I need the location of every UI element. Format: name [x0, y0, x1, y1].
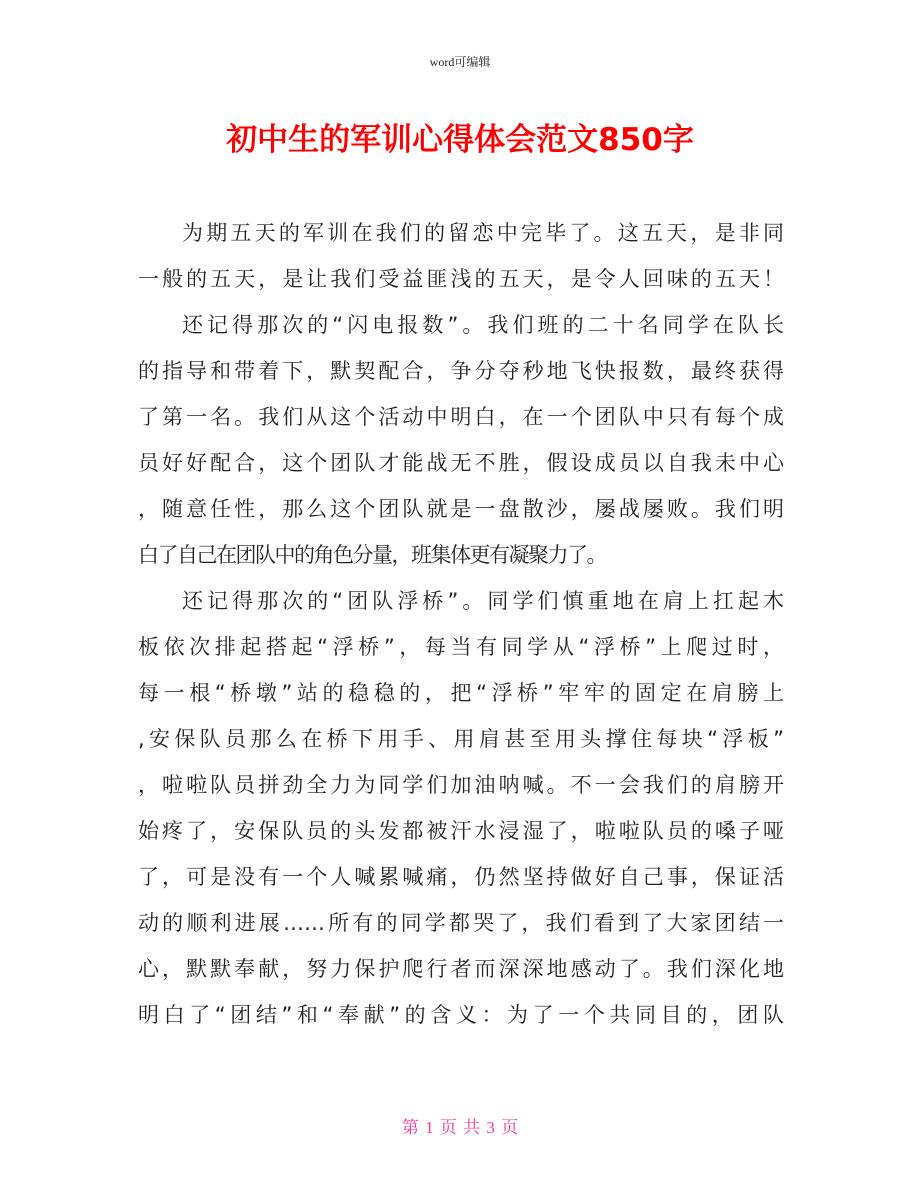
- paragraph-line: 了第一名。我们从这个活动中明白，在一个团队中只有每个成: [138, 405, 784, 429]
- page-header: word可编辑: [429, 55, 491, 69]
- paragraph-line: 员好好配合，这个团队才能战无不胜，假设成员以自我未中心: [138, 451, 784, 475]
- document-body: [138, 216, 784, 1044]
- paragraph-line: 白了自己在团队中的角色分量，班集体更有凝聚力了。: [138, 543, 606, 567]
- document-title: 初中生的军训心得体会范文850字: [226, 122, 694, 158]
- paragraph-line: 为期五天的军训在我们的留恋中完毕了。这五天，是非同: [182, 221, 784, 245]
- paragraph-line: 还记得那次的“团队浮桥”。同学们慎重地在肩上扛起木: [182, 589, 784, 613]
- paragraph-line: 动的顺利进展……所有的同学都哭了，我们看到了大家团结一: [138, 911, 784, 935]
- paragraph-line: ，啦啦队员拼劲全力为同学们加油呐喊。不一会我们的肩膀开: [138, 773, 784, 797]
- paragraph-line: 明白了“团结”和“奉献”的含义：为了一个共同目的，团队: [138, 1003, 784, 1027]
- paragraph-line: ，随意任性，那么这个团队就是一盘散沙，屡战屡败。我们明: [138, 497, 784, 521]
- paragraph-line: ,安保队员那么在桥下用手、用肩甚至用头撑住每块“浮板”: [138, 727, 784, 751]
- paragraph-line: 的指导和带着下，默契配合，争分夺秒地飞快报数，最终获得: [138, 359, 784, 383]
- page-number-footer: 第 1 页 共 3 页: [401, 1118, 519, 1137]
- paragraph-line: 一般的五天，是让我们受益匪浅的五天，是令人回味的五天！: [138, 267, 784, 291]
- paragraph-line: 始疼了，安保队员的头发都被汗水浸湿了，啦啦队员的嗓子哑: [138, 819, 784, 843]
- paragraph-line: 板依次排起搭起“浮桥”，每当有同学从“浮桥”上爬过时，: [138, 635, 784, 659]
- paragraph-line: 还记得那次的“闪电报数”。我们班的二十名同学在队长: [182, 313, 784, 337]
- paragraph-line: 每一根“桥墩”站的稳稳的，把“浮桥”牢牢的固定在肩膀上: [138, 681, 784, 705]
- paragraph-line: 了，可是没有一个人喊累喊痛，仍然坚持做好自己事，保证活: [138, 865, 784, 889]
- paragraph-line: 心，默默奉献，努力保护爬行者而深深地感动了。我们深化地: [138, 957, 784, 981]
